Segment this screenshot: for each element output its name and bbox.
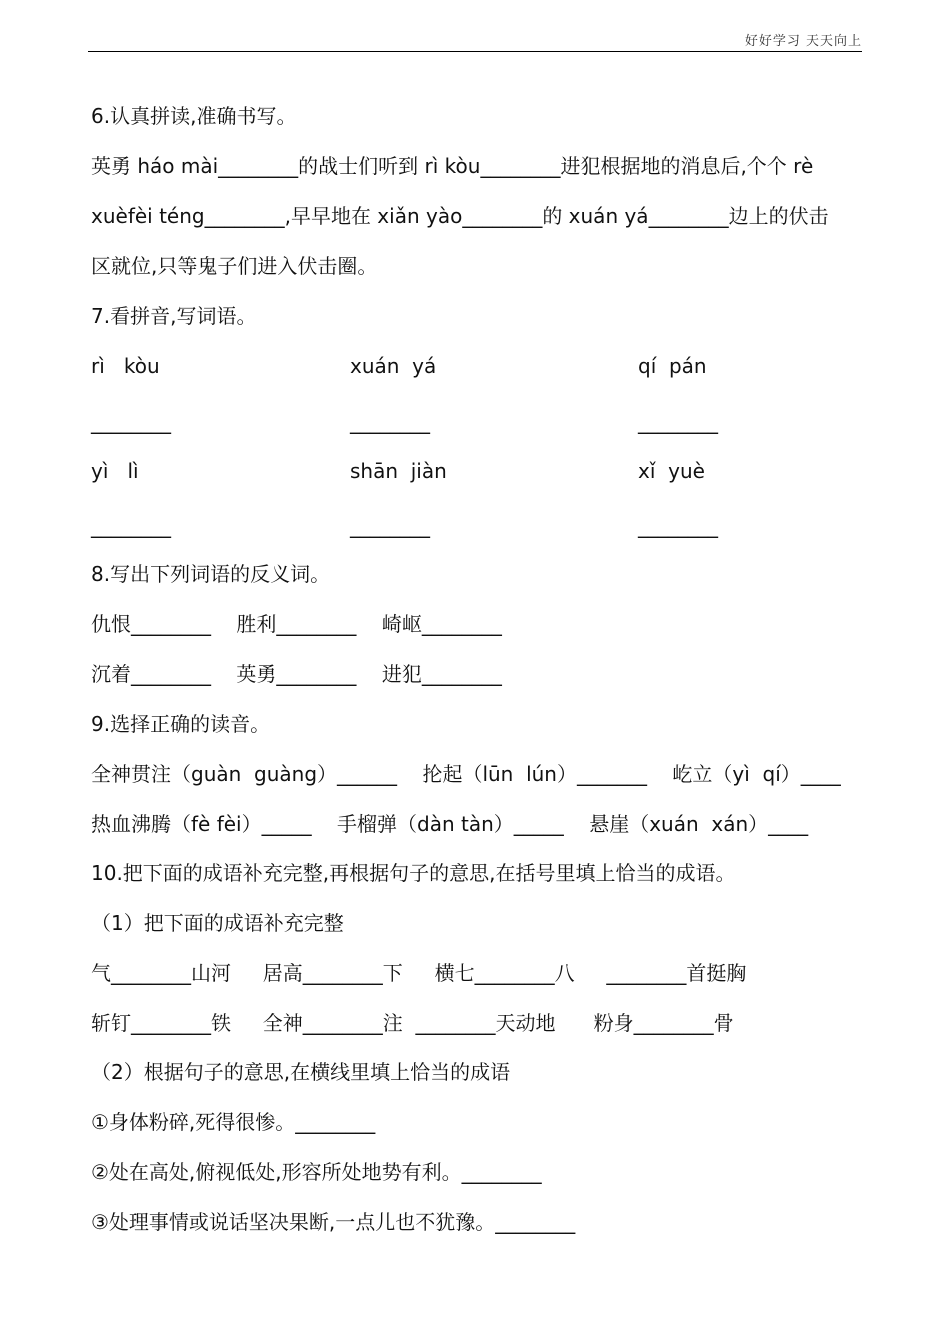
q8-title: 8.写出下列词语的反义词。 [91,562,331,586]
q7-blank-4: ________ [91,514,171,538]
q8-row-1: 仇恨________ 胜利________ 崎岖________ [91,612,502,636]
q8-row-2: 沉着________ 英勇________ 进犯________ [91,662,502,686]
q9-row-2: 热血沸腾（fè fèi）_____ 手榴弹（dàn tàn）_____ 悬崖（xuán xán）____ [91,812,809,836]
q7-pinyin-6: xǐ yuè [638,459,705,483]
header-rule [88,51,862,52]
q10-sub-1: （1）把下面的成语补充完整 [91,911,344,935]
q6-line-3: 区就位,只等鬼子们进入伏击圈。 [91,254,378,278]
q7-pinyin-4: yì lì [91,459,139,483]
q7-blank-3: ________ [638,410,718,434]
q7-title: 7.看拼音,写词语。 [91,304,257,328]
q7-pinyin-3: qí pán [638,354,707,378]
q6-title: 6.认真拼读,准确书写。 [91,104,297,128]
q7-blank-1: ________ [91,410,171,434]
q10-sentence-2: ②处在高处,俯视低处,形容所处地势有利。________ [91,1160,542,1184]
q10-sub-2: （2）根据句子的意思,在横线里填上恰当的成语 [91,1060,511,1084]
q6-line-2: xuèfèi téng________,早早地在 xiǎn yào________的 xuán yá________边上的伏击 [91,204,829,228]
q7-blank-2: ________ [350,410,430,434]
q9-row-1: 全神贯注（guàn guàng）______ 抡起（lūn lún）_______ 屹立（yì qí）____ [91,762,841,786]
q10-row-2: 斩钉________铁 全神________注 ________天动地 粉身________骨 [91,1011,734,1035]
q10-title: 10.把下面的成语补充完整,再根据句子的意思,在括号里填上恰当的成语。 [91,861,736,885]
q6-line-1: 英勇 háo mài________的战士们听到 rì kòu________进犯根据地的消息后,个个 rè [91,154,814,178]
q10-row-1: 气________山河 居高________下 横七________八 ________首挺胸 [91,961,747,985]
q10-sentence-3: ③处理事情或说话坚决果断,一点儿也不犹豫。________ [91,1210,576,1234]
page-header: 好好学习 天天向上 [744,34,862,49]
q7-blank-6: ________ [638,514,718,538]
q7-pinyin-1: rì kòu [91,354,160,378]
q7-pinyin-2: xuán yá [350,354,437,378]
q9-title: 9.选择正确的读音。 [91,712,271,736]
q10-sentence-1: ①身体粉碎,死得很惨。________ [91,1110,376,1134]
q7-blank-5: ________ [350,514,430,538]
q7-pinyin-5: shān jiàn [350,459,447,483]
